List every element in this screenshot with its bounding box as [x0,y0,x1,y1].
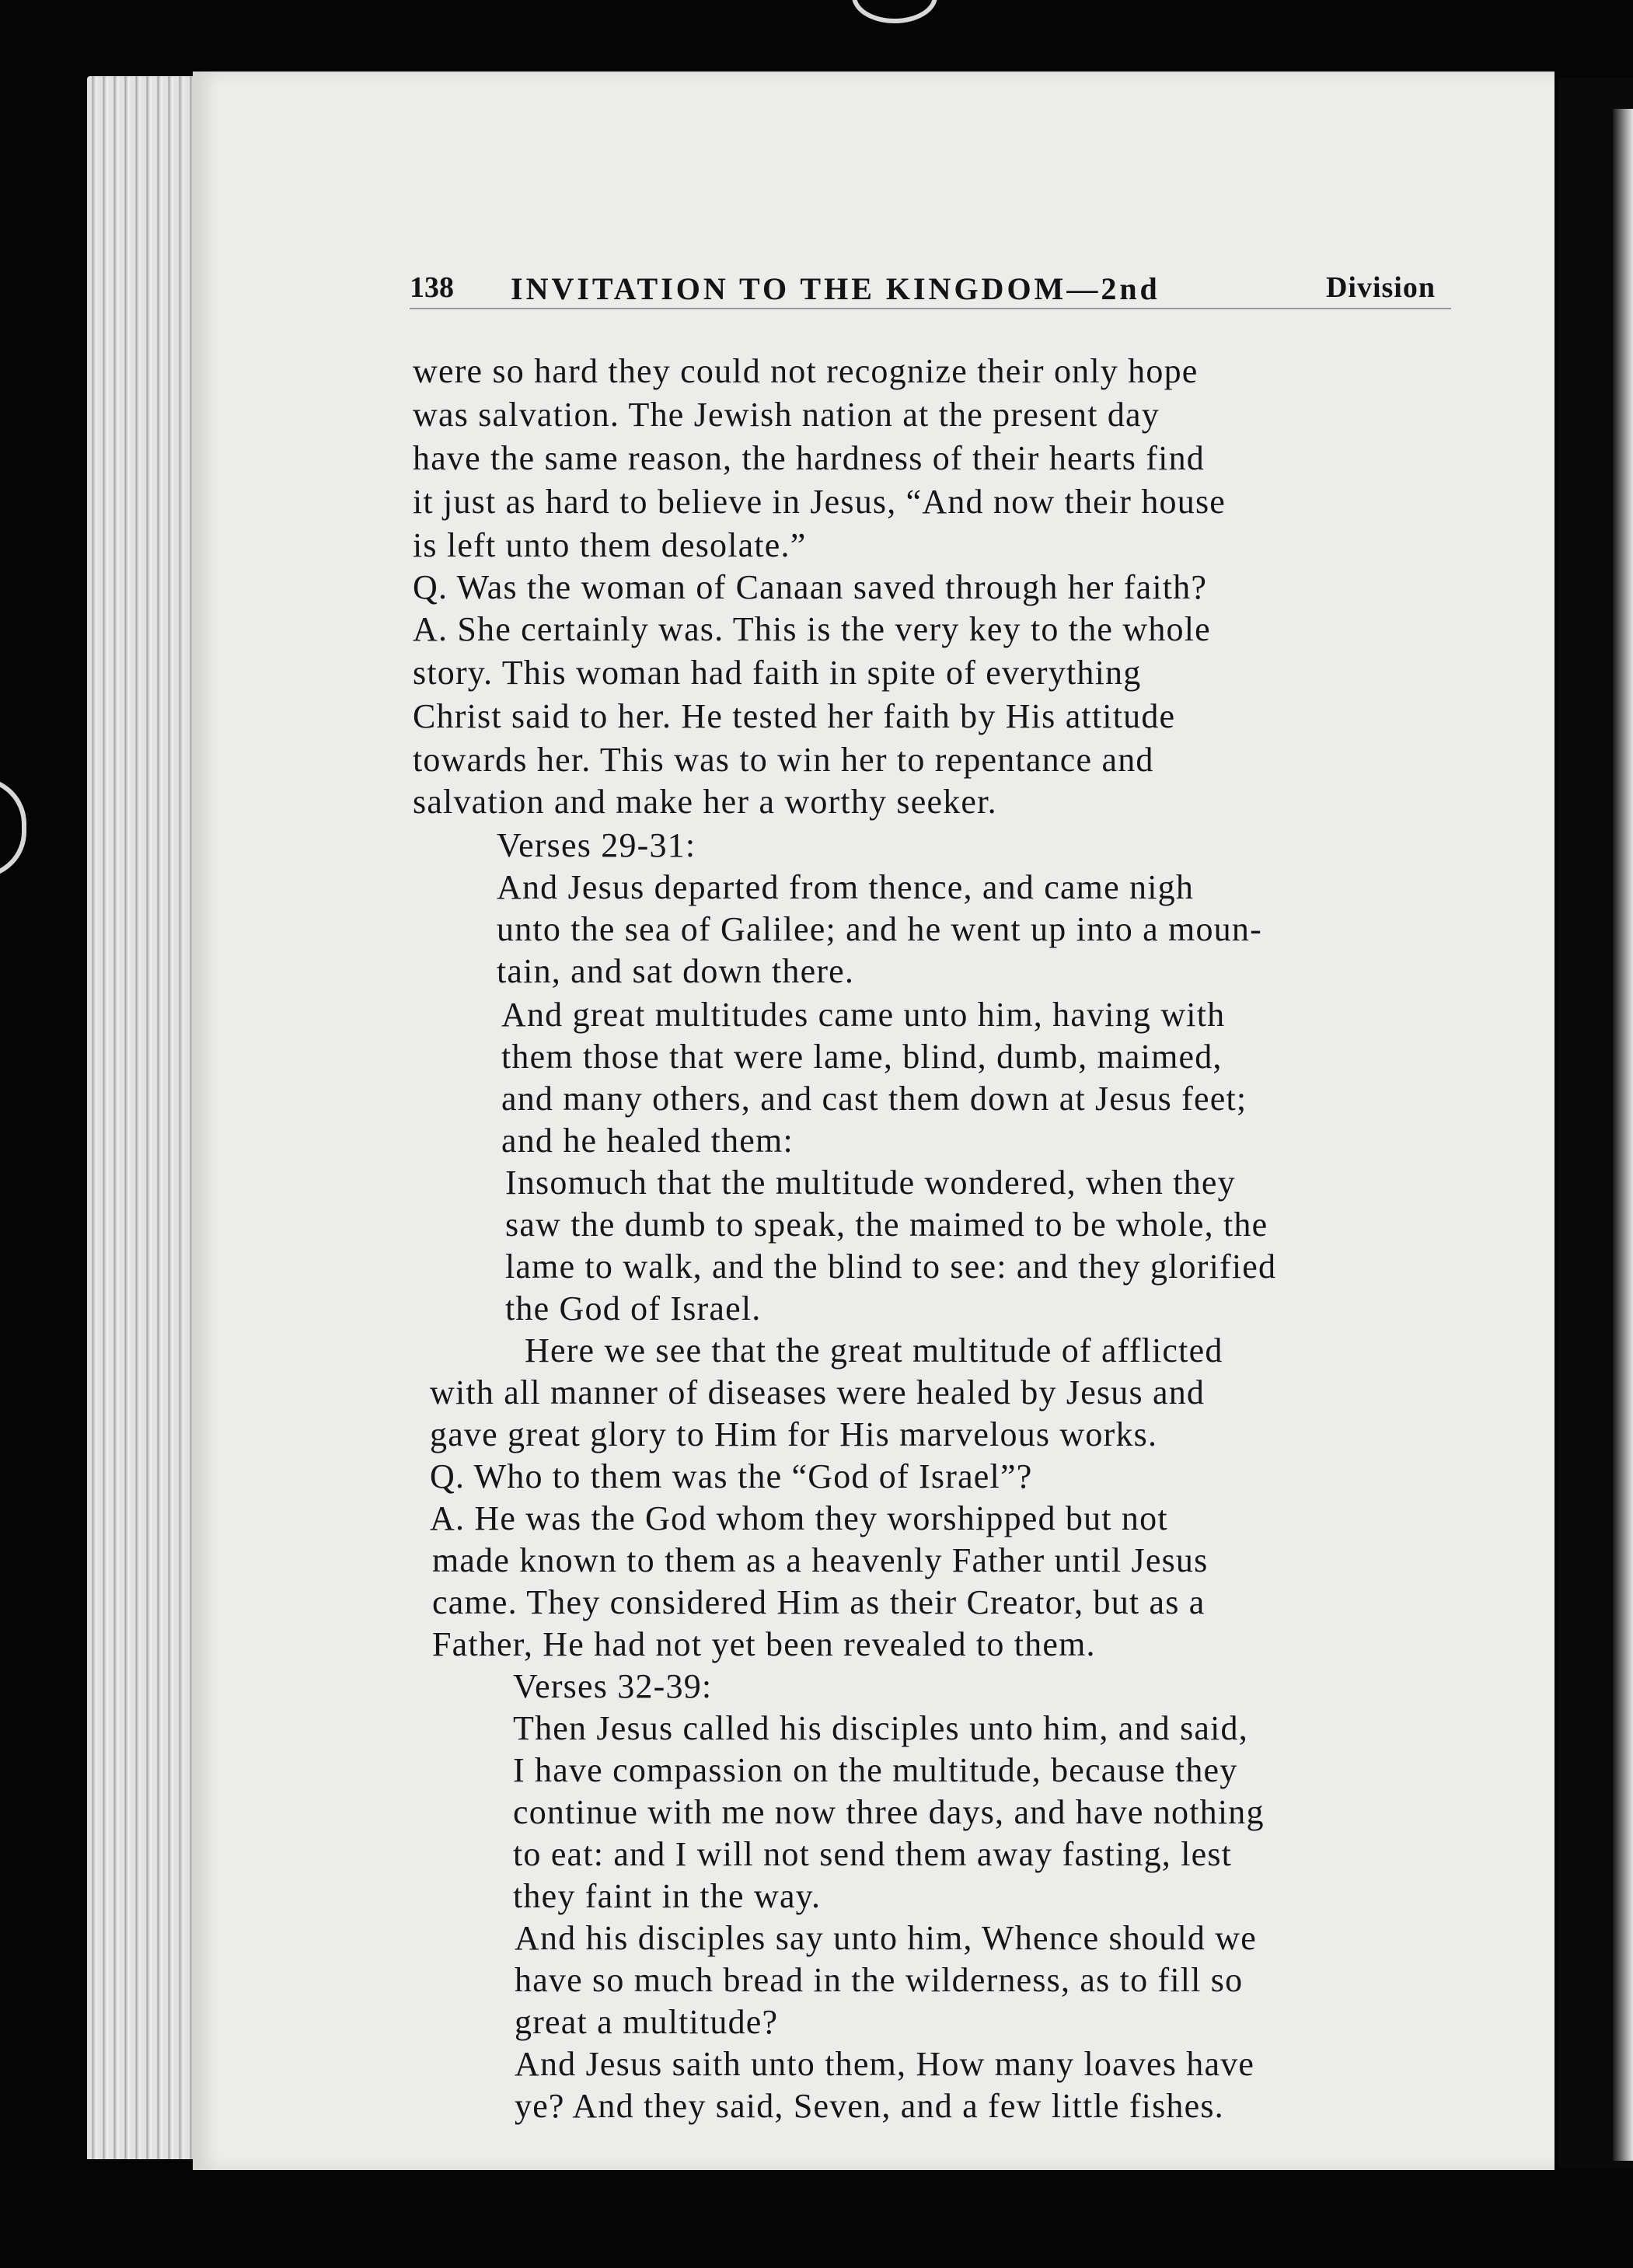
text-line: gave great glory to Him for His marvelous works. [430,1415,1158,1453]
answer-line: A. She certainly was. This is the very key to the whole [413,610,1211,648]
answer-line: A. He was the God whom they worshipped but not [430,1499,1168,1537]
scripture-line: saw the dumb to speak, the maimed to be whole, the [505,1206,1268,1244]
scripture-line: and he healed them: [501,1122,794,1160]
text-line: was salvation. The Jewish nation at the present day [413,396,1160,434]
header-rule [410,308,1451,309]
scripture-line: they faint in the way. [513,1877,822,1915]
question-line: Q. Who to them was the “God of Israel”? [430,1457,1033,1495]
scripture-line: tain, and sat down there. [497,952,855,990]
text-line: with all manner of diseases were healed by Jesus and [430,1373,1206,1411]
text-line: Here we see that the great multitude of afflicted [525,1331,1223,1370]
text-line: have the same reason, the hardness of their hearts find [413,439,1205,477]
scripture-line: them those that were lame, blind, dumb, maimed, [501,1038,1223,1076]
verses-heading: Verses 32-39: [513,1667,713,1705]
text-line: towards her. This was to win her to repentance and [413,741,1154,779]
scripture-line: have so much bread in the wilderness, as to fill so [515,1961,1244,1999]
scripture-line: continue with me now three days, and have nothing [513,1793,1265,1831]
text-line: made known to them as a heavenly Father until Jesus [432,1541,1209,1579]
scripture-line: and many others, and cast them down at Jesus feet; [501,1080,1247,1118]
division-label: Division [1325,271,1436,304]
text-line: story. This woman had faith in spite of everything [413,654,1142,692]
text-line: Father, He had not yet been revealed to them. [432,1625,1096,1663]
text-line: were so hard they could not recognize their only hope [413,352,1199,390]
scripture-line: And great multitudes came unto him, having with [501,996,1226,1034]
scripture-line: And his disciples say unto him, Whence should we [515,1919,1258,1957]
question-line: Q. Was the woman of Canaan saved through her faith? [413,568,1208,606]
verses-heading: Verses 29-31: [497,826,696,864]
scripture-line: the God of Israel. [505,1289,762,1328]
facing-page-edge [1613,109,1633,2161]
page-edges [87,76,204,2159]
scan-artifact-left [0,777,26,878]
scripture-line: lame to walk, and the blind to see: and they glorified [505,1247,1277,1286]
text-line: it just as hard to believe in Jesus, “And now their house [413,483,1226,521]
scripture-line: great a multitude? [515,2003,779,2041]
running-header [410,264,1451,311]
scripture-line: And Jesus departed from thence, and came nigh [497,868,1195,906]
scripture-line: I have compassion on the multitude, because they [513,1751,1238,1789]
text-line: is left unto them desolate.” [413,526,807,564]
scripture-line: to eat: and I will not send them away fasting, lest [513,1835,1233,1873]
scripture-line: Then Jesus called his disciples unto him, and said, [513,1709,1248,1747]
scripture-line: And Jesus saith unto them, How many loaves have [515,2045,1255,2083]
text-line: salvation and make her a worthy seeker. [413,783,997,821]
scripture-line: ye? And they said, Seven, and a few little fishes. [515,2087,1224,2125]
scripture-line: unto the sea of Galilee; and he went up into a moun- [497,910,1262,948]
page-number: 138 [410,271,454,304]
text-line: came. They considered Him as their Creator, but as a [432,1583,1206,1621]
text-line: Christ said to her. He tested her faith by His attitude [413,697,1176,735]
book-title: INVITATION TO THE KINGDOM—2nd [511,271,1160,306]
scan-artifact-top [852,0,937,23]
scripture-line: Insomuch that the multitude wondered, when they [505,1164,1236,1202]
